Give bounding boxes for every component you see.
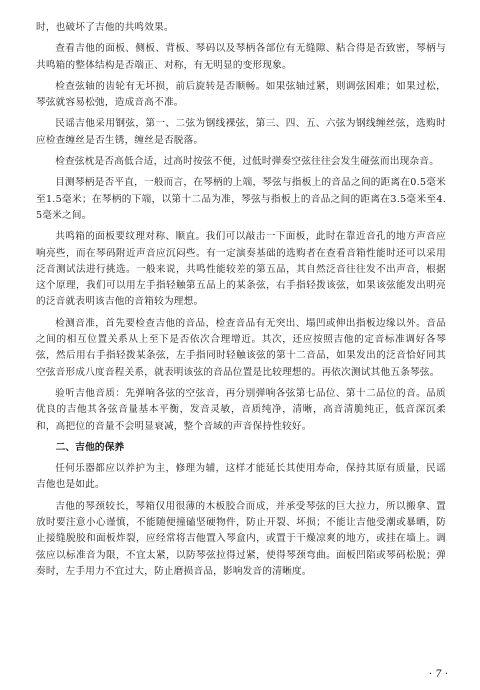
body-paragraph: 吉他的琴颈较长，琴箱仅用很薄的木板胶合而成，并承受琴弦的巨大拉力，所以搬拿、置放时要注意小心谨慎，不能随便撞磕坚硬物件，防止开裂、坏损；不能让吉他受潮或暴晒，防止接缝脱胶和面板炸裂，应经常将吉他置入琴盒内，或置于干燥凉爽的地方，或挂在墙上。调弦应以标准音为限，不宜太紧，以防琴弦拉得过紧，使得琴颈弯曲。面板凹陷或琴码松脱；弹奏时，左手用力不宜过大，防止磨损音品，影响发音的清晰度。 bbox=[36, 500, 446, 577]
body-paragraph: 共鸣箱的面板要纹理对称、顺直。我们可以敲击一下面板，此时在靠近音孔的地方声音应响亮些，而在琴码附近声音应沉闷些。有一定演奏基础的选购者在查看音箱性能时还可以采用泛音测试法进行挑选。一般来说，共鸣性能较差的第五品，其自然泛音往往发不出声音，根据这个原理，我们可以用左手指轻触第五品上的某条弦，右手指轻拨该弦，如果该弦能发出明亮的泛音就表明该吉他的音箱较为理想。 bbox=[36, 231, 446, 308]
body-paragraph: 检查弦轴的齿轮有无坏损，前后旋转是否顺畅。如果弦轴过紧，则调弦困难；如果过松，琴弦就容易松弛，造成音高不准。 bbox=[36, 80, 446, 109]
document-page bbox=[36, 20, 446, 585]
body-paragraph: 任何乐器都应以养护为主，修理为辅，这样才能延长其使用寿命，保持其原有质量，民谣吉他也是如此。 bbox=[36, 463, 446, 491]
body-paragraph: 目测琴柄是否平直，一般而言，在琴柄的上端，琴弦与指板上的音品之间的距离在0.5毫米至1.5毫米；在琴柄的下端，以第十二品为准，琴弦与指板上的音品之间的距离在3.5毫米至4.5毫米之间。 bbox=[36, 177, 446, 221]
body-paragraph: 查看吉他的面板、侧板、背板、琴码以及琴柄各部位有无缝隙、粘合得是否致密，琴柄与共鸣箱的整体结构是否端正、对称，有无明显的变形现象。 bbox=[36, 43, 446, 71]
body-paragraph: 检测音准，首先要检查吉他的音品，检查音品有无突出、塌凹或伸出指板边缘以外。音品之间的相互位置关系从上至下是否依次合理增近。其次，还应按照吉他的定音标准调好各琴弦，然后用右手指轻拨某条弦，左手指同时轻触该弦的第十二音品，如果发出的泛音恰好同其空弦音形成八度音程关系，就表明该弦的音品位置是比较理想的。再依次测试其他五条琴弦。 bbox=[36, 317, 446, 378]
body-paragraph: 民谣吉他采用钢弦，第一、二弦为钢线裸弦，第三、四、五、六弦为钢线缠丝弦，选购时应检查缠丝是否生锈，缠丝是否脱落。 bbox=[36, 118, 446, 146]
body-paragraph: 时，也破坏了吉他的共鸣效果。 bbox=[36, 22, 174, 33]
page-number: · 7 · bbox=[428, 669, 448, 680]
body-paragraph: 验听吉他音质：先弹响各弦的空弦音，再分别弹响各弦第七品位、第十二品位的音。品质优良的吉他其各弦音量基本平衡，发音灵敏，音质纯净，清晰，高音清脆纯正，低音深沉柔和，高把位的音量不会明显衰减，整个音域的声音保持性较好。 bbox=[36, 387, 446, 432]
body-paragraph: 检查弦枕是否高低合适，过高时按弦不便，过低时弹奏空弦往往会发生碰弦而出现杂音。 bbox=[55, 156, 440, 168]
section-heading: 二、吉他的保养 bbox=[55, 441, 125, 453]
